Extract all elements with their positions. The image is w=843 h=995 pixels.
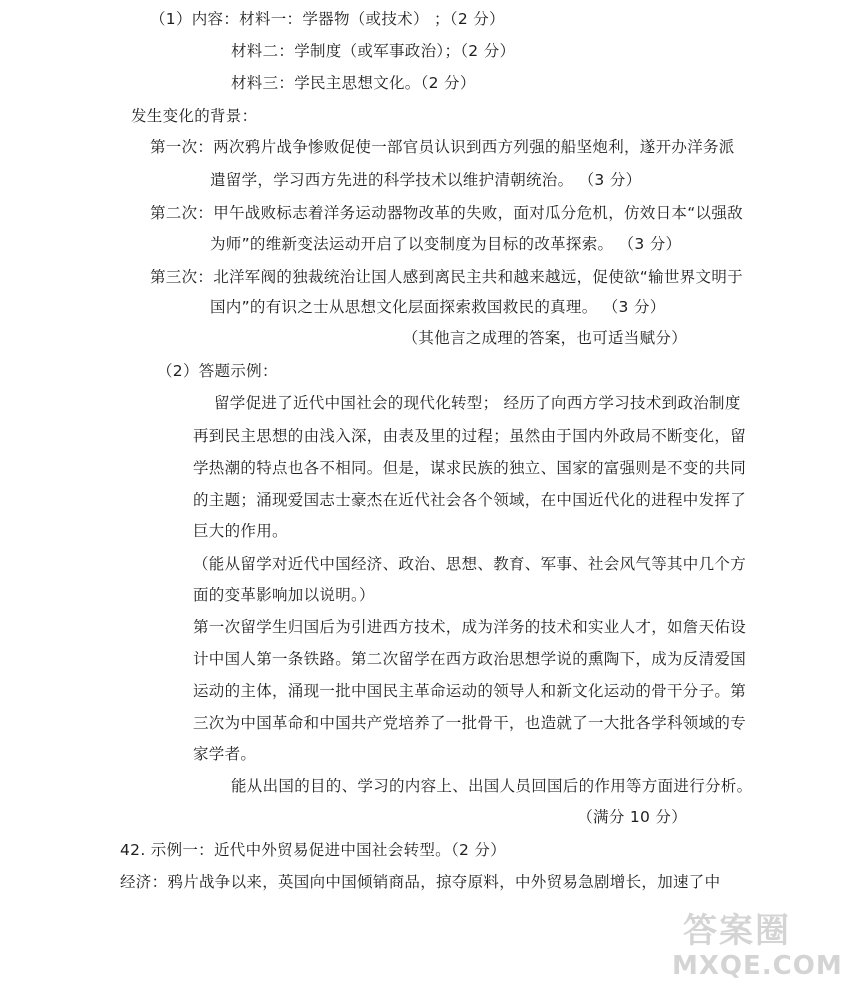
watermark-logo: [672, 911, 843, 991]
answer-line-3: 材料三：学民主思想文化。（2 分）: [231, 74, 476, 92]
answer-line-8: 为师”的维新变法运动开启了以变制度为目标的改革探索。 （3 分）: [210, 235, 682, 253]
section-heading-example: （2）答题示例：: [157, 362, 278, 380]
answer-line-25: 能从出国的目的、学习的内容上、出国人员回国后的作用等方面进行分析。: [231, 777, 753, 795]
answer-line-20: 第一次留学生归国后为引进西方技术，成为洋务的技术和实业人才，如詹天佑设: [193, 618, 747, 636]
answer-line-7: 第二次：甲午战败标志着洋务运动器物改革的失败，面对瓜分危机，仿效日本“以强敌: [150, 204, 743, 222]
answer-line-6: 遣留学，学习西方先进的科学技术以维护清朝统治。 （3 分）: [210, 171, 642, 189]
answer-line-15: 学热潮的特点也各不相同。但是，谋求民族的独立、国家的富强则是不变的共同: [193, 459, 747, 477]
question-42-heading: 42. 示例一：近代中外贸易促进中国社会转型。（2 分）: [120, 841, 507, 859]
answer-line-2: 材料二：学制度（或军事政治）；（2 分）: [231, 42, 516, 60]
answer-line-22: 运动的主体，涌现一批中国民主革命运动的领导人和新文化运动的骨干分子。第: [193, 682, 747, 700]
answer-line-14: 再到民主思想的由浅入深，由表及里的过程；虽然由于国内外政局不断变化，留: [193, 427, 747, 445]
answer-line-9: 第三次：北洋军阀的独裁统治让国人感到离民主共和越来越远，促使欲“输世界文明于: [150, 268, 743, 286]
scoring-note: （其他言之成理的答案，也可适当赋分）: [402, 329, 687, 347]
watermark-logo-text: 答案圈: [683, 911, 791, 951]
answer-line-21: 计中国人第一条铁路。第二次留学在西方政治思想学说的熏陶下，成为反清爱国: [193, 650, 747, 668]
answer-line-23: 三次为中国革命和中国共产党培养了一批骨干，也造就了一大批各学科领域的专: [193, 714, 747, 732]
answer-line-18: （能从留学对近代中国经济、政治、思想、教育、军事、社会风气等其中几个方: [193, 555, 747, 573]
full-score-note: （满分 10 分）: [577, 808, 687, 826]
answer-line-19: 面的变革影响加以说明。）: [193, 586, 375, 604]
answer-line-16: 的主题；涌现爱国志士豪杰在近代社会各个领域，在中国近代化的进程中发挥了: [193, 491, 747, 509]
answer-line-13: 留学促进了近代中国社会的现代化转型； 经历了向西方学习技术到政治制度: [214, 394, 741, 412]
answer-line-5: 第一次：两次鸦片战争惨败促使一部官员认识到西方列强的船坚炮利，遂开办洋务派: [150, 138, 735, 156]
answer-line-24: 家学者。: [193, 745, 257, 763]
answer-line-1: （1）内容：材料一：学器物（或技术） ；（2 分）: [150, 10, 505, 28]
answer-line-28: 经济：鸦片战争以来，英国向中国倾销商品，掠夺原料，中外贸易急剧增长，加速了中: [120, 873, 721, 891]
answer-line-10: 国内”的有识之士从思想文化层面探索救国救民的真理。 （3 分）: [210, 298, 666, 316]
watermark-url: MXQE.COM: [672, 951, 843, 981]
section-heading-background: 发生变化的背景：: [131, 107, 258, 125]
answer-line-17: 巨大的作用。: [193, 522, 288, 540]
